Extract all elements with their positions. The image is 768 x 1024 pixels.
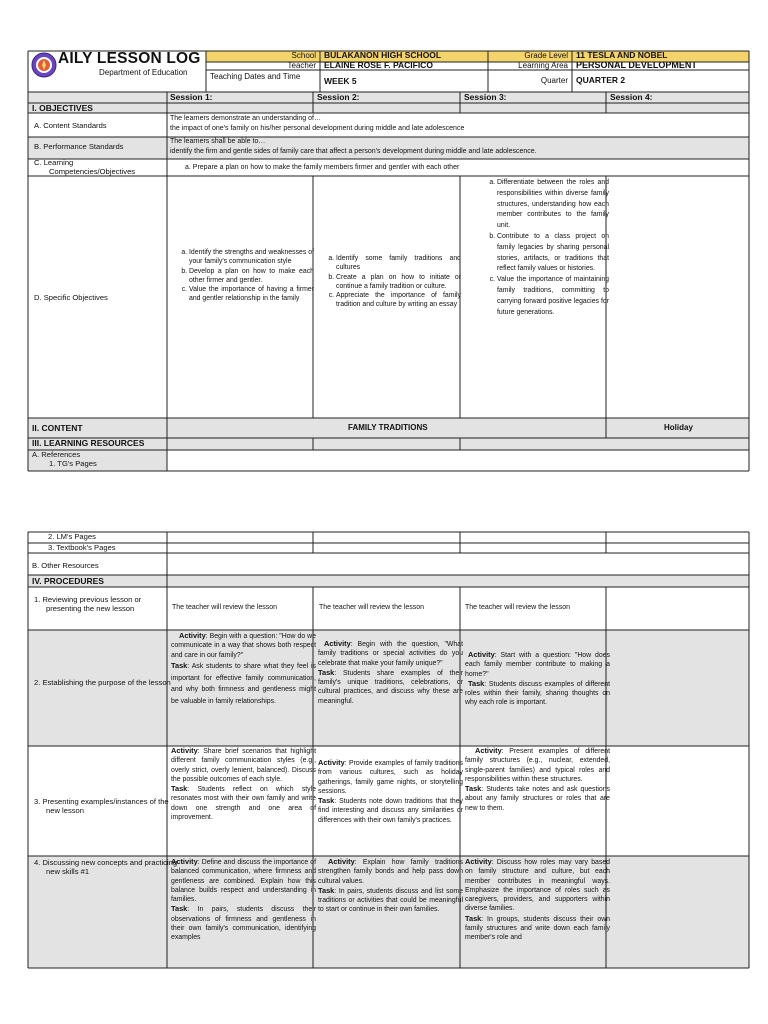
objectives-heading: I. OBJECTIVES — [32, 103, 93, 113]
content-heading: II. CONTENT — [32, 423, 83, 433]
specific-objectives-label: D. Specific Objectives — [34, 293, 108, 302]
competencies-text: a. Prepare a plan on how to make the family members firmer and gentler with each other — [185, 164, 460, 171]
objective-item: a. Identify the strengths and weaknesses of your family's communication style — [189, 248, 314, 267]
resources-heading: III. LEARNING RESOURCES — [32, 438, 145, 448]
task-text: : Students share examples of their family's unique traditions, celebrations, or cultural practices, and discuss why these are meaningful. — [318, 669, 463, 705]
session-3-header: Session 3: — [464, 92, 507, 102]
task-keyword: Task — [465, 784, 482, 794]
objective-item: a. Differentiate between the roles and responsibilities within diverse family structures, understanding how each member contributes to the family unit. — [497, 178, 609, 232]
activity-keyword: Activity — [468, 650, 495, 659]
activity-text: : Begin with the question, "What family traditions or special activities do you celebrate that make your family unique?" — [318, 641, 463, 667]
performance-standards-label: B. Performance Standards — [34, 142, 124, 151]
activity-text: : Present examples of different family structures (e.g., nuclear, extended, single-parent families) and typical roles and responsibilities within these structures. — [465, 748, 610, 783]
page-2-grid-lines — [0, 520, 768, 980]
task-text: : In pairs, students discuss their observations of firmness and gentleness in their own family's communication, identifying examples — [171, 906, 316, 942]
content-standards-line-2: the impact of one's family on his/her personal development during middle and late adolescence — [170, 125, 465, 132]
competencies-label-line-2: Competencies/Objectives — [49, 167, 136, 176]
task-keyword: Task — [171, 904, 188, 914]
references-title: A. References — [32, 450, 81, 459]
performance-standards-line-1: The learners shall be able to… — [170, 138, 266, 145]
activity-text: : Begin with a question: "How do we communicate in a way that shows both respect and care in our family?" — [171, 633, 316, 659]
activity-keyword: Activity — [324, 639, 351, 648]
activity-keyword: Activity — [318, 758, 345, 767]
activity-text: : Discuss how roles may vary based on family structure and culture, but each member contributes in meaningful ways. Emphasize the importance of roles such as caregivers, providers, and supporters within diverse families. — [465, 859, 610, 913]
school-label: School — [291, 51, 316, 60]
objective-item: b. Create a plan on how to initiate or continue a family tradition or culture. — [336, 273, 461, 292]
task-keyword: Task — [465, 913, 482, 923]
task-text: : Ask students to share what they feel is important for effective family communication, and why both firmness and gentleness might be valuable in family relationships. — [171, 662, 316, 706]
activity-keyword: Activity — [171, 746, 198, 755]
quarter-label: Quarter — [540, 76, 568, 85]
school-value: BULAKANON HIGH SCHOOL — [324, 50, 442, 60]
procedures-heading: IV. PROCEDURES — [32, 576, 104, 586]
task-keyword: Task — [171, 784, 188, 794]
teacher-value: ELAINE ROSE F. PACIFICO — [324, 60, 433, 70]
session-4-header: Session 4: — [610, 92, 653, 102]
tg-pages-label: 1. TG's Pages — [49, 459, 97, 468]
examples-label: 3. Presenting examples/instances of the new lesson — [34, 797, 169, 815]
activity-text: : Share brief scenarios that highlight different family communication styles (e.g., overly strict, overly lenient, balanced). Discuss the possible outcomes of each style. — [171, 748, 316, 783]
dates-label: Teaching Dates and Time — [210, 72, 301, 81]
purpose-label: 2. Establishing the purpose of the lesson — [34, 678, 171, 687]
area-label: Learning Area — [518, 61, 568, 70]
task-text: : Students note down traditions that they find interesting and discuss any similarities or differences with their own family's practices. — [318, 798, 463, 824]
objective-item: b. Contribute to a class project on family legacies by sharing personal stories, artifacts, or traditions that reflect family values or histories. — [497, 232, 609, 275]
task-text: : Students discuss examples of different roles within their family, sharing thoughts on why each role is important. — [465, 680, 610, 707]
activity-keyword: Activity — [465, 857, 492, 866]
activity-text: : Define and discuss the importance of balanced communication, where firmness and gentleness are combined. Explain how this balance builds respect and understanding in families. — [171, 859, 316, 904]
task-keyword: Task — [318, 885, 335, 895]
activity-text: : Provide examples of family traditions from various cultures, such as holiday gatherings, family game nights, or storytelling sessions. — [318, 760, 463, 795]
lm-pages-label: 2. LM's Pages — [48, 532, 96, 541]
task-keyword: Task — [318, 796, 335, 806]
textbook-pages-label: 3. Textbook's Pages — [48, 543, 116, 552]
grade-label: Grade Level — [524, 51, 568, 60]
session-1-header: Session 1: — [170, 92, 213, 102]
competencies-label-line-1: C. Learning — [34, 158, 74, 167]
objective-item: c. Value the importance of having a firmer and gentler relationship in the family — [189, 285, 314, 304]
document-title: AILY LESSON LOG — [58, 50, 201, 67]
session-2-header: Session 2: — [317, 92, 360, 102]
task-keyword: Task — [318, 667, 335, 677]
review-text-session-3: The teacher will review the lesson — [465, 604, 571, 611]
objective-item: c. Appreciate the importance of family tradition and culture by writing an essay — [336, 291, 461, 310]
session-4-holiday: Holiday — [664, 423, 693, 432]
teacher-label: Teacher — [287, 61, 316, 70]
discussing-label: 4. Discussing new concepts and practicing new skills #1 — [34, 858, 178, 876]
performance-standards-line-2: identify the firm and gentle sides of family care that affect a person's development during middle and late adolescence. — [170, 148, 537, 155]
activity-keyword: Activity — [171, 857, 198, 866]
review-label: 1. Reviewing previous lesson or presenting the new lesson — [34, 595, 142, 613]
task-keyword: Task — [468, 678, 485, 688]
objective-item: c. Value the importance of maintaining family traditions, committing to carrying forward positive legacies for future generations. — [497, 275, 609, 318]
review-text-session-2: The teacher will review the lesson — [319, 604, 425, 611]
content-standards-line-1: The learners demonstrate an understanding of… — [170, 115, 321, 122]
task-keyword: Task — [171, 660, 188, 670]
dates-value: WEEK 5 — [324, 76, 357, 86]
task-text: : Students reflect on which style resonates most with their own family and write down one strength and one area of improvement. — [171, 786, 316, 822]
area-value: PERSONAL DEVELOPMENT — [576, 60, 697, 70]
objective-item: a. Identify some family traditions and cultures — [336, 254, 461, 273]
content-standards-label: A. Content Standards — [34, 121, 107, 130]
grade-value: 11 TESLA AND NOBEL — [576, 50, 668, 60]
task-text: : In groups, students discuss their own family structures and write down each family member's role and — [465, 915, 610, 942]
activity-text: : Explain how family traditions strengthen family bonds and help pass down cultural values. — [318, 859, 463, 885]
content-topic: FAMILY TRADITIONS — [348, 423, 428, 432]
task-text: : In pairs, students discuss and list some traditions or activities that could be meaningful to start or continue in their own families. — [318, 887, 463, 914]
objective-item: b. Develop a plan on how to make each other firmer and gentler. — [189, 267, 314, 286]
activity-text: : Start with a question: "How does each family member contribute to making a home?" — [465, 652, 610, 678]
quarter-value: QUARTER 2 — [576, 75, 626, 85]
task-text: : Students take notes and ask questions about any family structures or roles that are new to them. — [465, 786, 610, 812]
activity-keyword: Activity — [475, 746, 502, 755]
other-resources-label: B. Other Resources — [32, 561, 99, 570]
page-1-grid-lines — [0, 0, 768, 480]
activity-keyword: Activity — [328, 857, 355, 866]
review-text-session-1: The teacher will review the lesson — [172, 604, 278, 611]
department-name: Department of Education — [99, 68, 188, 77]
activity-keyword: Activity — [179, 631, 206, 640]
